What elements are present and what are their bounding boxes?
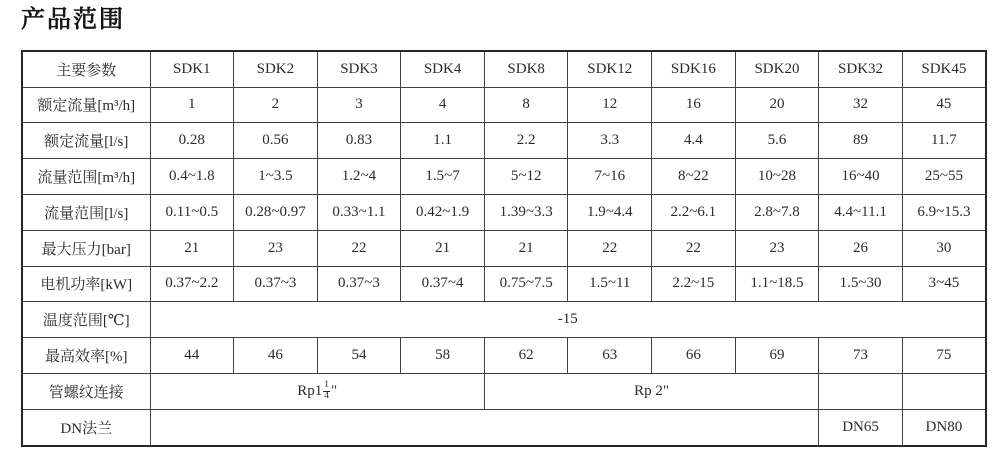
flow-range-m3h-row <box>22 159 986 195</box>
empty-cell <box>150 409 819 445</box>
model-header-sdk12: SDK12 <box>568 51 652 87</box>
value-cell: 1.5~30 <box>819 266 903 302</box>
value-cell: 4.4 <box>652 123 736 159</box>
value-cell: 2.2~6.1 <box>652 194 736 230</box>
value-cell: 21 <box>150 230 234 266</box>
value-cell: 58 <box>401 338 485 374</box>
product-range-table <box>21 50 987 447</box>
value-cell: 1.5~7 <box>401 159 485 195</box>
value-cell: 1.39~3.3 <box>484 194 568 230</box>
value-cell: 0.37~4 <box>401 266 485 302</box>
row-label: 管螺纹连接 <box>22 373 150 409</box>
value-cell: 22 <box>568 230 652 266</box>
value-cell: 1.2~4 <box>317 159 401 195</box>
empty-cell <box>819 373 903 409</box>
value-cell: 54 <box>317 338 401 374</box>
value-cell: 22 <box>652 230 736 266</box>
value-cell: 1.9~4.4 <box>568 194 652 230</box>
model-header-sdk1: SDK1 <box>150 51 234 87</box>
value-cell: 5.6 <box>735 123 819 159</box>
value-cell: 2.2~15 <box>652 266 736 302</box>
model-header-sdk20: SDK20 <box>735 51 819 87</box>
value-cell: 16~40 <box>819 159 903 195</box>
value-cell: 0.75~7.5 <box>484 266 568 302</box>
empty-cell <box>902 373 986 409</box>
row-label: 流量范围[l/s] <box>22 194 150 230</box>
value-cell: 23 <box>735 230 819 266</box>
quarter-fraction: $\frac{1}{4}$ <box>324 379 329 401</box>
value-cell: 11.7 <box>902 123 986 159</box>
max-pressure-row <box>22 230 986 266</box>
motor-power-row <box>22 266 986 302</box>
value-cell: 4.4~11.1 <box>819 194 903 230</box>
value-cell: 0.56 <box>234 123 318 159</box>
param-header: 主要参数 <box>22 51 150 87</box>
value-cell: 16 <box>652 87 736 123</box>
value-cell: 0.33~1.1 <box>317 194 401 230</box>
value-cell: 25~55 <box>902 159 986 195</box>
value-cell: 44 <box>150 338 234 374</box>
row-label: 额定流量[l/s] <box>22 123 150 159</box>
row-label: 流量范围[m³/h] <box>22 159 150 195</box>
value-cell: 0.28~0.97 <box>234 194 318 230</box>
value-cell: 32 <box>819 87 903 123</box>
value-cell: 3 <box>317 87 401 123</box>
row-label: 温度范围[℃] <box>22 302 150 338</box>
model-header-sdk16: SDK16 <box>652 51 736 87</box>
value-cell: 89 <box>819 123 903 159</box>
value-cell: 75 <box>902 338 986 374</box>
value-cell: 0.37~3 <box>317 266 401 302</box>
value-cell: 30 <box>902 230 986 266</box>
value-cell: 6.9~15.3 <box>902 194 986 230</box>
row-label: DN法兰 <box>22 409 150 445</box>
value-cell: 46 <box>234 338 318 374</box>
row-label: 额定流量[m³/h] <box>22 87 150 123</box>
value-cell: 0.37~2.2 <box>150 266 234 302</box>
rated-flow-ls-row <box>22 123 986 159</box>
row-label: 最高效率[%] <box>22 338 150 374</box>
model-header-sdk3: SDK3 <box>317 51 401 87</box>
value-cell: 21 <box>401 230 485 266</box>
header-row <box>22 51 986 87</box>
model-header-sdk32: SDK32 <box>819 51 903 87</box>
value-cell: 5~12 <box>484 159 568 195</box>
value-cell: 8 <box>484 87 568 123</box>
value-cell: 45 <box>902 87 986 123</box>
value-cell: 0.83 <box>317 123 401 159</box>
value-cell: 2 <box>234 87 318 123</box>
value-cell: 12 <box>568 87 652 123</box>
model-header-sdk4: SDK4 <box>401 51 485 87</box>
flange-dn65-cell: DN65 <box>819 409 903 445</box>
value-cell: 23 <box>234 230 318 266</box>
value-cell: 22 <box>317 230 401 266</box>
flange-dn80-cell: DN80 <box>902 409 986 445</box>
value-cell: 21 <box>484 230 568 266</box>
value-cell: 3~45 <box>902 266 986 302</box>
thread-rp1-prefix: Rp1 <box>297 382 323 399</box>
model-header-sdk45: SDK45 <box>902 51 986 87</box>
value-cell: 0.28 <box>150 123 234 159</box>
value-cell: 10~28 <box>735 159 819 195</box>
value-cell: 1 <box>150 87 234 123</box>
value-cell: 8~22 <box>652 159 736 195</box>
value-cell: 2.2 <box>484 123 568 159</box>
temperature-value-cell: -15 <box>150 302 986 338</box>
rated-flow-m3h-row <box>22 87 986 123</box>
pipe-thread-row <box>22 373 986 409</box>
value-cell: 1.1~18.5 <box>735 266 819 302</box>
value-cell: 0.11~0.5 <box>150 194 234 230</box>
value-cell: 4 <box>401 87 485 123</box>
value-cell: 1.1 <box>401 123 485 159</box>
model-header-sdk2: SDK2 <box>234 51 318 87</box>
page-title: 产品范围 <box>21 6 125 33</box>
value-cell: 69 <box>735 338 819 374</box>
value-cell: 0.4~1.8 <box>150 159 234 195</box>
row-label: 电机功率[kW] <box>22 266 150 302</box>
value-cell: 7~16 <box>568 159 652 195</box>
value-cell: 63 <box>568 338 652 374</box>
flow-range-ls-row <box>22 194 986 230</box>
value-cell: 1~3.5 <box>234 159 318 195</box>
value-cell: 66 <box>652 338 736 374</box>
model-header-sdk8: SDK8 <box>484 51 568 87</box>
value-cell: 3.3 <box>568 123 652 159</box>
value-cell: 73 <box>819 338 903 374</box>
value-cell: 1.5~11 <box>568 266 652 302</box>
max-efficiency-row <box>22 338 986 374</box>
value-cell: 62 <box>484 338 568 374</box>
value-cell: 26 <box>819 230 903 266</box>
value-cell: 0.37~3 <box>234 266 318 302</box>
thread-rp2-cell: Rp 2" <box>484 373 818 409</box>
row-label: 最大压力[bar] <box>22 230 150 266</box>
temperature-range-row <box>22 302 986 338</box>
value-cell: 0.42~1.9 <box>401 194 485 230</box>
value-cell: 2.8~7.8 <box>735 194 819 230</box>
dn-flange-row <box>22 409 986 445</box>
thread-rp1-quarter-cell <box>150 373 484 409</box>
inch-mark: " <box>331 382 338 399</box>
value-cell: 20 <box>735 87 819 123</box>
